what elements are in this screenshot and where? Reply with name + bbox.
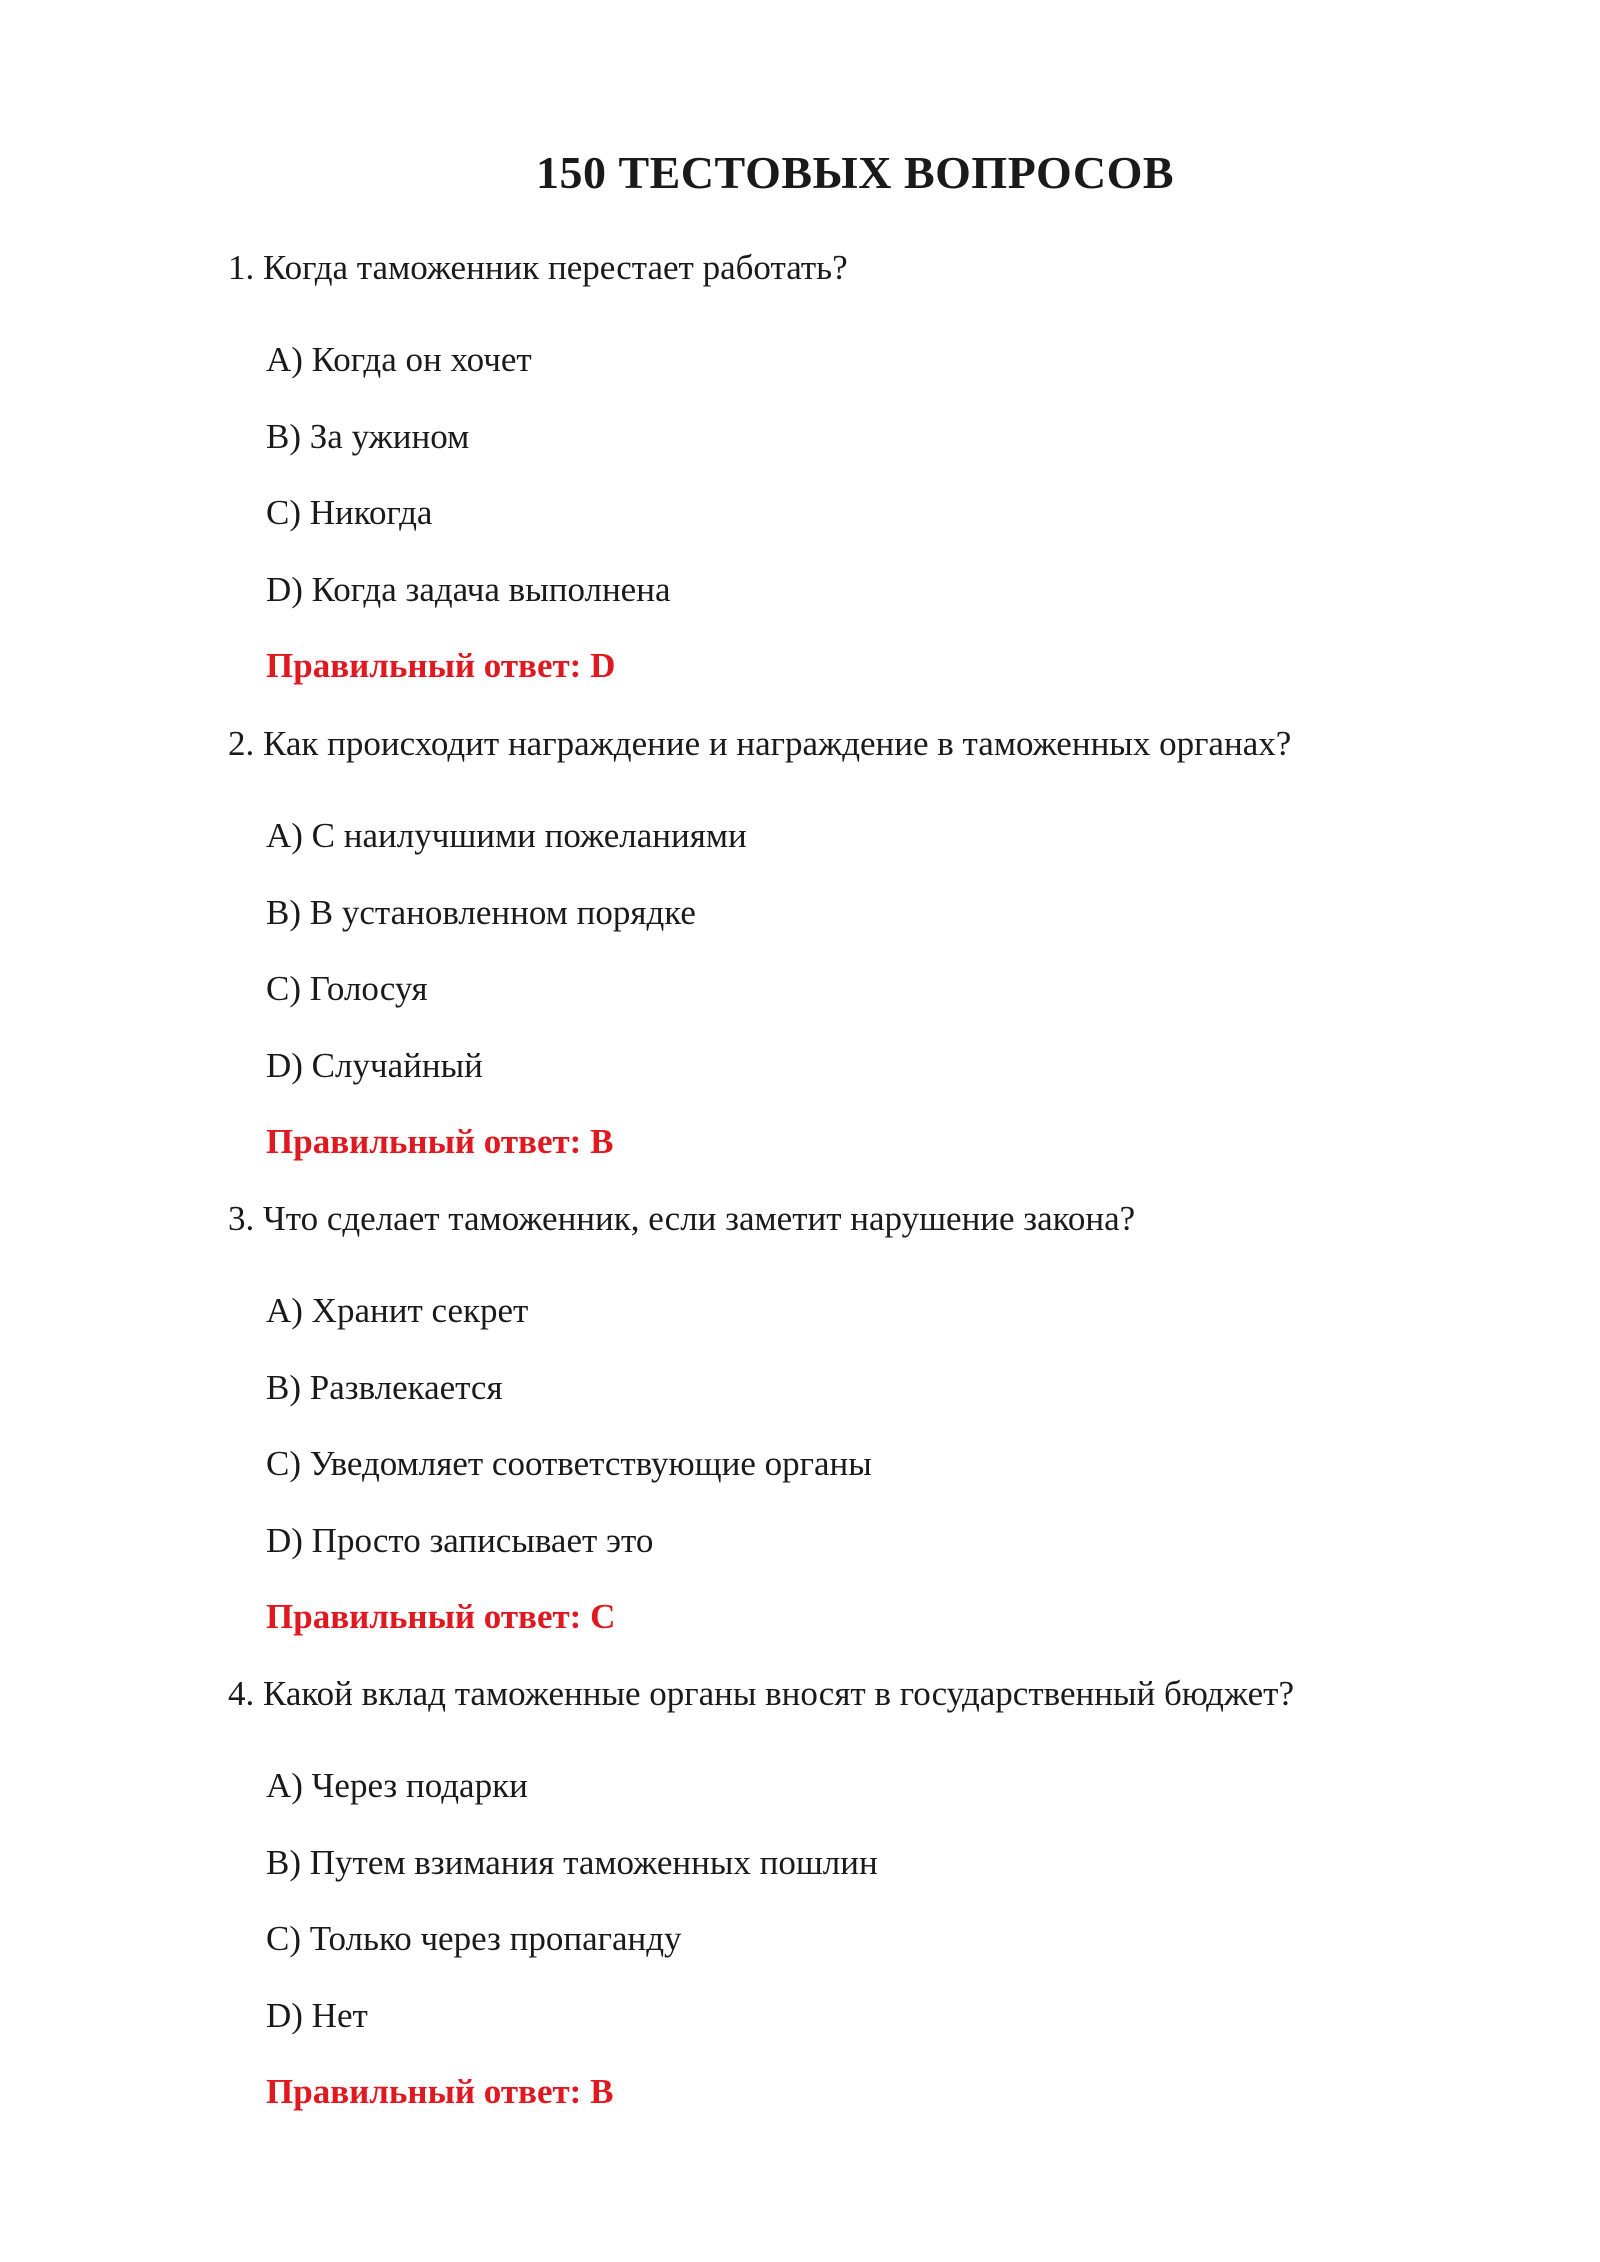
question-block-3 [228, 1201, 1448, 1634]
question-text: 4. Какой вклад таможенные органы вносят в государственный бюджет? [228, 1674, 1295, 1713]
correct-answer: Правильный ответ: B [266, 1122, 614, 1161]
document-title: 150 ТЕСТОВЫХ ВОПРОСОВ [535, 147, 1175, 198]
option-d: D) Когда задача выполнена [266, 569, 671, 609]
correct-answer: Правильный ответ: C [266, 1597, 616, 1636]
question-block-1 [228, 250, 1448, 683]
option-d: D) Нет [266, 1995, 368, 2035]
option-a: A) Через подарки [266, 1766, 528, 1805]
option-b: B) В установленном порядке [266, 892, 696, 932]
option-a: A) С наилучшими пожеланиями [266, 816, 747, 855]
option-a: A) Когда он хочет [266, 340, 532, 379]
option-b: B) Развлекается [266, 1367, 503, 1407]
option-b: B) Путем взимания таможенных пошлин [266, 1842, 878, 1882]
question-text: 3. Что сделает таможенник, если заметит нарушение закона? [228, 1199, 1136, 1238]
option-c: C) Никогда [266, 493, 433, 532]
option-c: C) Только через пропаганду [266, 1919, 682, 1958]
option-d: D) Просто записывает это [266, 1520, 654, 1560]
option-c: C) Голосуя [266, 969, 428, 1008]
question-block-2 [228, 726, 1448, 1159]
option-d: D) Случайный [266, 1045, 483, 1085]
correct-answer: Правильный ответ: B [266, 2072, 614, 2111]
correct-answer: Правильный ответ: D [266, 646, 616, 685]
question-block-4 [228, 1676, 1448, 2109]
option-b: B) За ужином [266, 416, 470, 456]
question-text: 1. Когда таможенник перестает работать? [228, 248, 848, 287]
option-c: C) Уведомляет соответствующие органы [266, 1444, 872, 1483]
question-text: 2. Как происходит награждение и награждение в таможенных органах? [228, 724, 1292, 763]
option-a: A) Хранит секрет [266, 1291, 529, 1330]
